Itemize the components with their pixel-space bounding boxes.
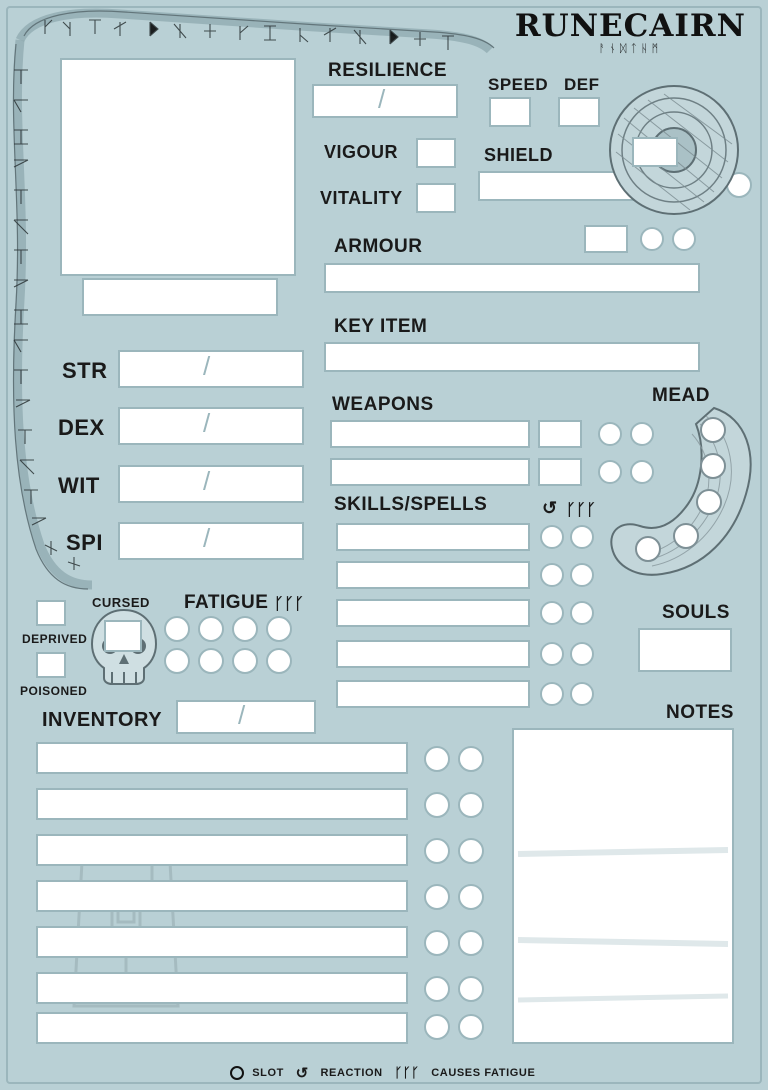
shield-inner-field[interactable]: [632, 137, 678, 167]
inventory-slot-5[interactable]: [36, 926, 408, 958]
shield-slot-1[interactable]: [692, 172, 718, 198]
vitality-field[interactable]: [416, 183, 456, 213]
fatigue-icon-skills: ᚴᚴᚴ: [566, 500, 597, 519]
inventory-4-pip-1[interactable]: [424, 884, 450, 910]
vitality-label: VITALITY: [320, 188, 403, 208]
inventory-7-pip-2[interactable]: [458, 1014, 484, 1040]
weapon-1-slot-1[interactable]: [598, 422, 622, 446]
wit-field[interactable]: [118, 465, 304, 503]
inventory-capacity-field[interactable]: [176, 700, 316, 734]
spi-field[interactable]: [118, 522, 304, 560]
inventory-1-pip-1[interactable]: [424, 746, 450, 772]
vigour-label: VIGOUR: [324, 142, 399, 162]
skill-3-slot-2[interactable]: [570, 601, 594, 625]
skill-5-slot-2[interactable]: [570, 682, 594, 706]
skill-row-1[interactable]: [336, 523, 530, 551]
weapon-2-name[interactable]: [330, 458, 530, 486]
resilience-slash: /: [378, 84, 386, 114]
skill-5-slot-1[interactable]: [540, 682, 564, 706]
skill-3-slot-1[interactable]: [540, 601, 564, 625]
spi-slash: /: [203, 523, 211, 553]
inventory-slash: /: [238, 700, 246, 730]
fatigue-legend-icon: ᚴᚴᚴ: [394, 1065, 420, 1081]
armour-slot-1[interactable]: [640, 227, 664, 251]
str-label: STR: [62, 358, 108, 383]
legend: [0, 1064, 768, 1082]
dex-label: DEX: [58, 415, 105, 440]
key-item-label: KEY ITEM: [334, 316, 428, 337]
speed-field[interactable]: [489, 97, 531, 127]
shield-illustration: [604, 82, 752, 222]
inventory-7-pip-1[interactable]: [424, 1014, 450, 1040]
armour-field[interactable]: [324, 263, 700, 293]
character-name-field[interactable]: [82, 278, 278, 316]
inventory-2-pip-2[interactable]: [458, 792, 484, 818]
inventory-2-pip-1[interactable]: [424, 792, 450, 818]
armour-slot-2[interactable]: [672, 227, 696, 251]
skill-4-slot-1[interactable]: [540, 642, 564, 666]
inventory-label: INVENTORY: [42, 709, 163, 731]
inventory-5-pip-2[interactable]: [458, 930, 484, 956]
fatigue-pip-4[interactable]: [266, 616, 292, 642]
cursed-label: CURSED: [92, 595, 150, 610]
legend-reaction-label: REACTION: [320, 1067, 383, 1079]
spi-label: SPI: [66, 530, 103, 555]
armour-label: ARMOUR: [334, 236, 423, 257]
weapon-1-slot-2[interactable]: [630, 422, 654, 446]
legend-slot-label: SLOT: [252, 1067, 284, 1079]
weapon-2-damage[interactable]: [538, 458, 582, 486]
skill-4-slot-2[interactable]: [570, 642, 594, 666]
dex-field[interactable]: [118, 407, 304, 445]
notes-label: NOTES: [666, 702, 734, 723]
armour-value-field[interactable]: [584, 225, 628, 253]
skill-row-5[interactable]: [336, 680, 530, 708]
skill-1-slot-2[interactable]: [570, 525, 594, 549]
souls-label: SOULS: [662, 602, 730, 623]
fatigue-pip-5[interactable]: [164, 648, 190, 674]
deprived-label: DEPRIVED: [22, 632, 88, 646]
inventory-3-pip-1[interactable]: [424, 838, 450, 864]
skills-spells-label: SKILLS/SPELLS: [334, 494, 488, 515]
inventory-6-pip-2[interactable]: [458, 976, 484, 1002]
fatigue-pip-8[interactable]: [266, 648, 292, 674]
skill-row-2[interactable]: [336, 561, 530, 589]
str-slash: /: [203, 351, 211, 381]
fatigue-pip-1[interactable]: [164, 616, 190, 642]
logo-text: RUNECAIRN: [514, 8, 746, 44]
reaction-legend-icon: ↺: [295, 1065, 309, 1082]
fatigue-icon: ᚴᚴᚴ: [274, 594, 305, 613]
cursed-field[interactable]: [104, 620, 142, 652]
skill-1-slot-1[interactable]: [540, 525, 564, 549]
skill-row-4[interactable]: [336, 640, 530, 668]
mead-label: MEAD: [652, 385, 710, 406]
fatigue-pip-3[interactable]: [232, 616, 258, 642]
weapon-2-slot-1[interactable]: [598, 460, 622, 484]
wit-label: WIT: [58, 473, 100, 498]
legend-fatigue-label: CAUSES FATIGUE: [431, 1067, 536, 1079]
notes-field[interactable]: [512, 728, 734, 1044]
logo-runes: ᚨᚾᛞᛏᚺᛗ: [598, 42, 663, 55]
vigour-field[interactable]: [416, 138, 456, 168]
portrait-field[interactable]: [60, 58, 296, 276]
weapon-1-name[interactable]: [330, 420, 530, 448]
dex-slash: /: [203, 408, 211, 438]
skill-row-3[interactable]: [336, 599, 530, 627]
shield-slot-2[interactable]: [726, 172, 752, 198]
inventory-slot-1[interactable]: [36, 742, 408, 774]
inventory-3-pip-2[interactable]: [458, 838, 484, 864]
weapons-label: WEAPONS: [332, 394, 434, 415]
inventory-slot-7[interactable]: [36, 1012, 408, 1044]
inventory-slot-2[interactable]: [36, 788, 408, 820]
weapon-1-damage[interactable]: [538, 420, 582, 448]
resilience-label: RESILIENCE: [328, 60, 448, 81]
slot-icon: [229, 1065, 245, 1081]
def-field[interactable]: [558, 97, 600, 127]
inventory-1-pip-2[interactable]: [458, 746, 484, 772]
logo: [515, 8, 746, 55]
inventory-slot-4[interactable]: [36, 880, 408, 912]
inventory-4-pip-2[interactable]: [458, 884, 484, 910]
souls-field[interactable]: [638, 628, 732, 672]
wit-slash: /: [203, 466, 211, 496]
speed-label: SPEED: [488, 75, 549, 94]
str-field[interactable]: [118, 350, 304, 388]
fatigue-pip-7[interactable]: [232, 648, 258, 674]
inventory-slot-3[interactable]: [36, 834, 408, 866]
poisoned-checkbox[interactable]: [36, 652, 66, 678]
key-item-field[interactable]: [324, 342, 700, 372]
shield-label: SHIELD: [484, 145, 554, 165]
def-label: DEF: [564, 75, 600, 94]
deprived-checkbox[interactable]: [36, 600, 66, 626]
weapon-2-slot-2[interactable]: [630, 460, 654, 484]
skill-2-slot-1[interactable]: [540, 563, 564, 587]
inventory-5-pip-1[interactable]: [424, 930, 450, 956]
inventory-6-pip-1[interactable]: [424, 976, 450, 1002]
skill-2-slot-2[interactable]: [570, 563, 594, 587]
poisoned-label: POISONED: [20, 684, 88, 698]
shield-field[interactable]: [478, 171, 690, 201]
fatigue-pip-6[interactable]: [198, 648, 224, 674]
fatigue-label: FATIGUE: [184, 592, 269, 613]
inventory-slot-6[interactable]: [36, 972, 408, 1004]
reaction-icon: ↺: [542, 498, 558, 518]
fatigue-pip-2[interactable]: [198, 616, 224, 642]
